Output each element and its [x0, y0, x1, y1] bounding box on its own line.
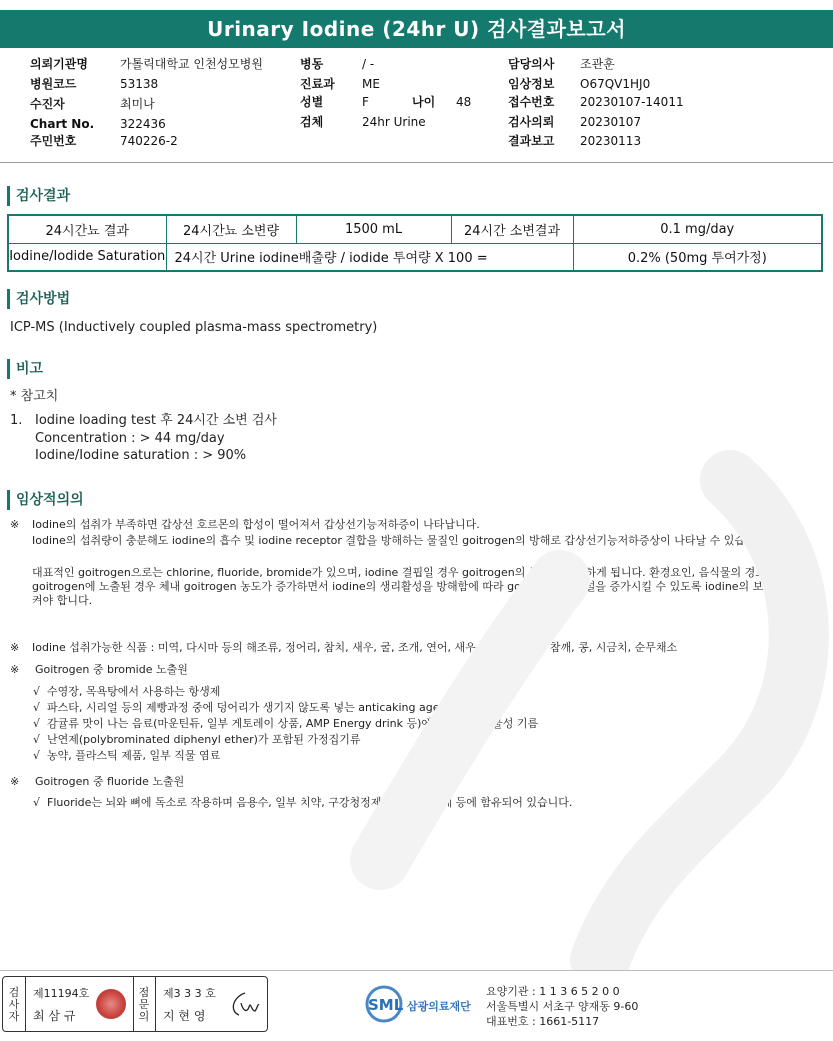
box-divider	[155, 977, 156, 1031]
table-row	[8, 243, 822, 271]
list-item: 농약, 플라스틱 제품, 일부 직물 염료	[47, 749, 221, 762]
header-label: 임상정보	[508, 77, 555, 91]
institution-code: 요양기관 : 1 1 3 6 5 2 0 0	[486, 985, 620, 998]
table-row	[8, 215, 822, 243]
check-icon: √	[33, 733, 41, 746]
header-value: 20230107-14011	[580, 95, 684, 109]
method-text: ICP-MS (Inductively coupled plasma-mass spectrometry)	[10, 320, 378, 335]
footer-divider	[0, 970, 833, 971]
report-title: Urinary Iodine (24hr U) 검사결과보고서	[0, 10, 833, 48]
section-remarks-heading: 비고	[7, 359, 43, 379]
signature-icon	[225, 989, 261, 1021]
header-value: 740226-2	[120, 134, 178, 148]
header-label: 접수번호	[508, 95, 555, 109]
header-value: 24hr Urine	[362, 115, 426, 129]
specialist-name: 지 현 영	[163, 1009, 206, 1023]
clinical-paragraph: 대표적인 goitrogen으로는 chlorine, fluoride, bromide가 있으며, iodine 결핍일 경우 goitrogen의 독성은 급증하게 됩니다. 환경요인, 음식물의 경로로 goitrogen에 노출된 경우 체내 goitrogen 농도가 증가하면서 iodine의 생리활성을 방해함에 따라 goitrogen의 배설을 증가시킬 수 있도록 iodine의 보충을 증가시켜야 합니다.	[32, 566, 820, 607]
remark-line: Concentration : > 44 mg/day	[35, 431, 225, 446]
clinical-foods: Iodine 섭취가능한 식품 : 미역, 다시마 등의 해조류, 정어리, 참치, 새우, 굴, 조개, 연어, 새우, 리마콩, 근대, 참깨, 콩, 시금치, 순무채소	[32, 641, 678, 654]
org-address: 서울특별시 서초구 양재동 9-60	[486, 1000, 639, 1013]
seal-stamp	[96, 989, 126, 1019]
note-mark: ※	[10, 518, 20, 531]
list-item: 파스타, 시리얼 등의 제빵과정 중에 덩어리가 생기지 않도록 넣는 anticaking agent	[47, 701, 451, 714]
section-clinical-heading: 임상적의의	[7, 490, 84, 510]
header-value: 322436	[120, 117, 166, 131]
signature-box	[2, 976, 268, 1032]
list-item: 난연제(polybrominated diphenyl ether)가 포함된 가정집기류	[47, 733, 361, 746]
reference-label: * 참고치	[10, 389, 59, 404]
inspector-label: 검 사 자	[8, 986, 20, 1023]
list-item: 감귤류 맛이 나는 음료(마운틴듀, 일부 게토레이 상품, AMP Energy drink 등)에 첨가되는 식물성 기름	[47, 717, 539, 730]
specialist-label: 점 문 의	[138, 986, 150, 1023]
table-cell: 24시간뇨 소변량	[166, 215, 296, 243]
header-label: 수진자	[30, 97, 65, 111]
header-label: Chart No.	[30, 117, 95, 131]
check-icon: √	[33, 701, 41, 714]
clinical-paragraph: Iodine의 섭취량이 충분해도 iodine의 흡수 및 iodine receptor 결합을 방해하는 물질인 goitrogen의 방해로 갑상선기능저하증상이 나타날 수 있습니다.	[32, 534, 770, 547]
header-label: 진료과	[300, 77, 335, 91]
sml-logo	[364, 984, 474, 1024]
section-method-heading: 검사방법	[7, 289, 70, 309]
box-divider	[25, 977, 26, 1031]
header-value: 20230107	[580, 115, 642, 129]
header-value: O67QV1HJ0	[580, 77, 651, 91]
header-label: 병동	[300, 57, 324, 71]
header-value: / -	[362, 57, 375, 71]
header-label: 병원코드	[30, 77, 77, 91]
note-mark: ※	[10, 775, 20, 788]
fluoride-heading: Goitrogen 중 fluoride 노출원	[35, 775, 185, 788]
logo-text: SML	[368, 996, 404, 1014]
header-label: 의뢰기관명	[30, 57, 88, 71]
header-label: 결과보고	[508, 134, 555, 148]
header-value: 최미나	[120, 97, 155, 111]
check-icon: √	[33, 749, 41, 762]
note-mark: ※	[10, 663, 20, 676]
age-label: 나이	[412, 95, 436, 109]
table-cell: Iodine/Iodide Saturation	[8, 243, 166, 271]
remark-line: Iodine loading test 후 24시간 소변 검사	[35, 413, 277, 428]
results-table	[7, 214, 823, 272]
watermark-logo	[300, 440, 833, 970]
age-value: 48	[456, 95, 472, 109]
check-icon: √	[33, 717, 41, 730]
box-divider	[133, 977, 134, 1031]
check-icon: √	[33, 685, 41, 698]
inspector-name: 최 삼 규	[33, 1009, 76, 1023]
table-cell: 24시간 소변결과	[451, 215, 573, 243]
table-cell: 24시간뇨 결과	[8, 215, 166, 243]
inspector-license: 제11194호	[33, 987, 90, 1000]
table-cell: 0.2% (50mg 투여가정)	[573, 243, 822, 271]
check-icon: √	[33, 796, 41, 809]
header-label: 검체	[300, 115, 324, 129]
list-number: 1.	[10, 413, 23, 428]
header-label: 검사의뢰	[508, 115, 555, 129]
header-label: 성별	[300, 95, 324, 109]
header-divider	[0, 162, 833, 163]
header-label: 주민번호	[30, 134, 77, 148]
section-results-heading: 검사결과	[7, 186, 70, 206]
note-mark: ※	[10, 641, 20, 654]
header-value: ME	[362, 77, 380, 91]
clinical-paragraph: Iodine의 섭취가 부족하면 갑상선 호르몬의 합성이 떨어져서 갑상선기능저하증이 나타납니다.	[32, 518, 480, 531]
header-value: 가톨릭대학교 인천성모병원	[120, 57, 263, 71]
table-cell: 24시간 Urine iodine배출량 / iodide 투여량 X 100 =	[166, 243, 573, 271]
org-phone: 대표번호 : 1661-5117	[486, 1015, 600, 1028]
header-label: 담당의사	[508, 57, 555, 71]
org-name: 삼광의료재단	[407, 1000, 471, 1013]
header-value: 조관훈	[580, 57, 615, 71]
header-value: F	[362, 95, 369, 109]
table-cell: 1500 mL	[296, 215, 451, 243]
list-item: 수영장, 목욕탕에서 사용하는 항생제	[47, 685, 221, 698]
header-value: 20230113	[580, 134, 642, 148]
table-cell: 0.1 mg/day	[573, 215, 822, 243]
header-value: 53138	[120, 77, 159, 91]
bromide-heading: Goitrogen 중 bromide 노출원	[35, 663, 188, 676]
remark-line: Iodine/Iodine saturation : > 90%	[35, 448, 247, 463]
list-item: Fluoride는 뇌와 뼈에 독소로 작용하며 음용수, 일부 치약, 구강청정제, 치과치료용제 등에 함유되어 있습니다.	[47, 796, 573, 809]
specialist-license: 제3 3 3 호	[163, 987, 216, 1000]
